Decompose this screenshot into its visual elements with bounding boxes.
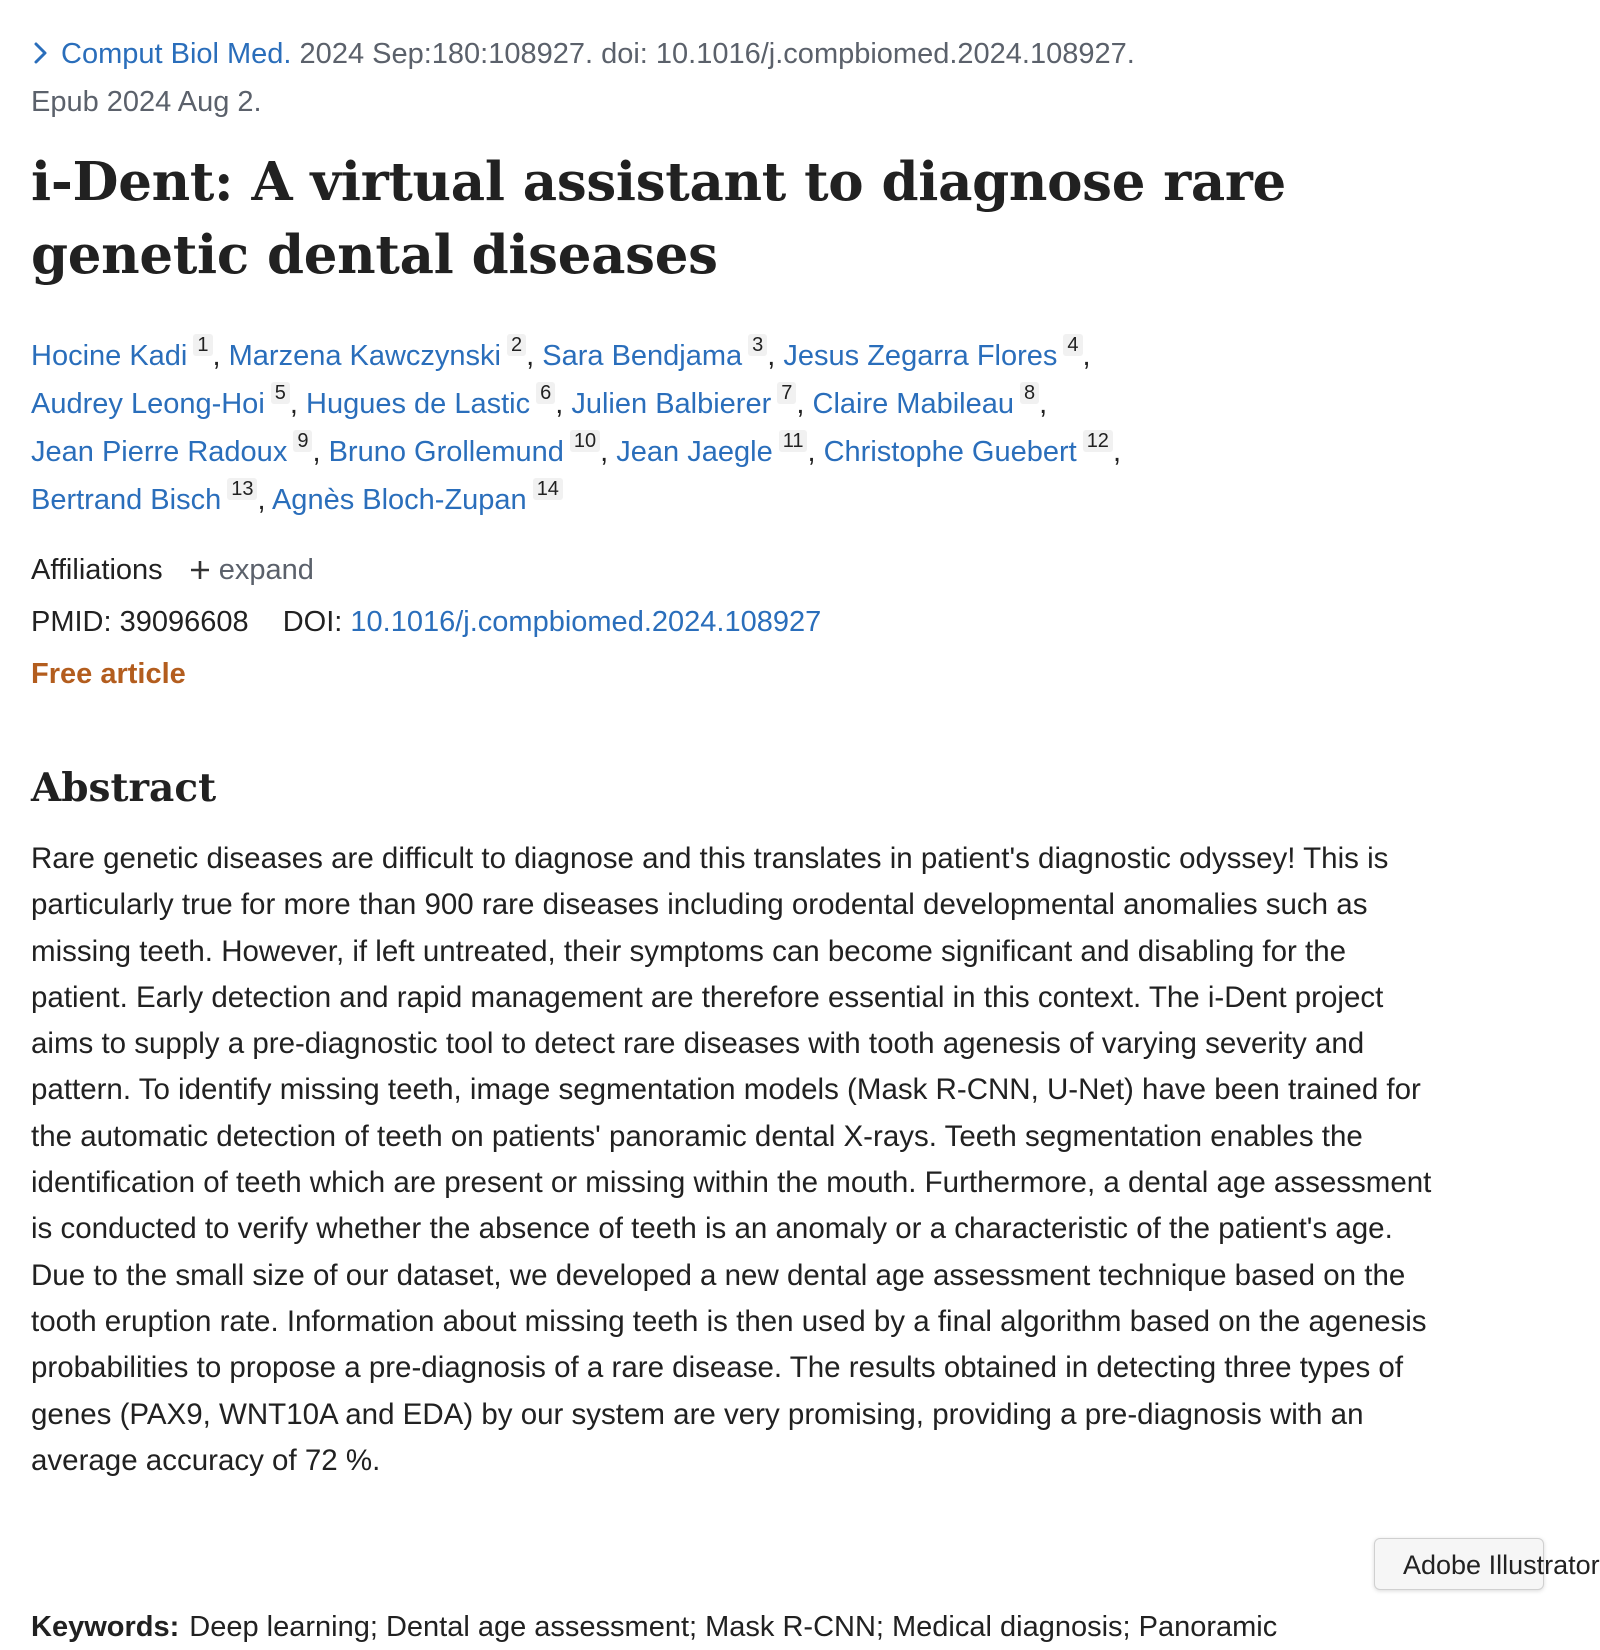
- author-link[interactable]: Claire Mabileau: [812, 388, 1014, 420]
- affiliation-number[interactable]: 8: [1020, 382, 1039, 404]
- affiliation-number[interactable]: 9: [293, 430, 312, 452]
- author-link[interactable]: Julien Balbierer: [571, 388, 772, 420]
- affiliation-number[interactable]: 7: [777, 382, 796, 404]
- affiliation-number[interactable]: 14: [533, 478, 563, 500]
- keywords-label: Keywords:: [31, 1611, 180, 1643]
- author-link[interactable]: Agnès Bloch-Zupan: [271, 484, 527, 516]
- author-link[interactable]: Jean Pierre Radoux: [31, 436, 288, 468]
- affiliation-number[interactable]: 4: [1063, 334, 1082, 356]
- article-title: i-Dent: A virtual assistant to diagnose rare genetic dental diseases: [31, 151, 1286, 286]
- epub-date: Epub 2024 Aug 2.: [31, 86, 262, 118]
- affiliation-number[interactable]: 5: [271, 382, 290, 404]
- author-link[interactable]: Jean Jaegle: [616, 436, 773, 468]
- affiliation-number[interactable]: 12: [1083, 430, 1113, 452]
- pmid-value: 39096608: [119, 606, 249, 638]
- author-link[interactable]: Sara Bendjama: [542, 340, 743, 372]
- abstract-text: Rare genetic diseases are difficult to diagnose and this translates in patient's diagnostic odyssey! This is particularly true for more than 900 rare diseases including orodental developmental anomalies such as missing teeth. However, if left untreated, their symptoms can become significant and disabling for the patient. Early detection and rapid management are therefore essential in this context. The i-Dent project aims to supply a pre-diagnostic tool to detect rare diseases with tooth agenesis of varying severity and pattern. To identify missing teeth, image segmentation models (Mask R-CNN, U-Net) have been trained for the automatic detection of teeth on patients' panoramic dental X-rays. Teeth segmentation enables the identification of teeth which are present or missing within the mouth. Furthermore, a dental age assessment is conducted to verify whether the absence of teeth is an anomaly or a characteristic of the patient's age. Due to the small size of our dataset, we developed a new dental age assessment technique based on the tooth eruption rate. Information about missing teeth is then used by a final algorithm based on the agenesis probabilities to propose a pre-diagnosis of a rare disease. The results obtained in detecting three types of genes (PAX9, WNT10A and EDA) by our system are very promising, providing a pre-diagnosis with an average accuracy of 72 %.: [31, 842, 1432, 1477]
- expand-label: expand: [218, 554, 314, 586]
- affiliation-number[interactable]: 13: [227, 478, 257, 500]
- affiliation-number[interactable]: 3: [748, 334, 767, 356]
- abstract-heading: Abstract: [31, 765, 217, 811]
- affiliation-number[interactable]: 10: [570, 430, 600, 452]
- author-link[interactable]: Bruno Grollemund: [328, 436, 564, 468]
- pmid-label: PMID:: [31, 606, 112, 638]
- doi-label: DOI:: [282, 606, 343, 638]
- doi-link[interactable]: 10.1016/j.compbiomed.2024.108927: [350, 606, 822, 638]
- adobe-app-tooltip[interactable]: Adobe Illustrator: [1374, 1538, 1544, 1590]
- author-link[interactable]: Audrey Leong-Hoi: [31, 388, 265, 420]
- keywords-row: [31, 1604, 1277, 1650]
- affiliation-number[interactable]: 11: [779, 430, 808, 452]
- affiliation-number[interactable]: 6: [536, 382, 555, 404]
- affiliations-row: [31, 546, 1471, 594]
- author-link[interactable]: Christophe Guebert: [823, 436, 1077, 468]
- author-list: Hocine Kadi $^1$ , Marzena Kawczynski $^2$ , Sara Bendjama $^3$ , Jesus Zegarra Flores $^4$ , Audrey Leong-Hoi $^5$ , Hugues de Lastic $^6$ , Julien Balbierer $^7$ , Claire Mabileau $^8$ , Jean Pierre Radoux $^9$ , Bruno Grollemund $^{10}$ , Jean Jaegle $^{11}$ , Christophe Guebert $^{12}$ , Bertrand Bisch $^{13}$ , Agnès Bloch-Zupan $^{14}$: [31, 334, 1121, 516]
- identifiers-row: [31, 598, 1471, 646]
- author-link[interactable]: Bertrand Bisch: [31, 484, 222, 516]
- author-link[interactable]: Hocine Kadi: [31, 340, 188, 372]
- author-link[interactable]: Jesus Zegarra Flores: [783, 340, 1058, 372]
- journal-link[interactable]: Comput Biol Med.: [61, 38, 292, 70]
- expand-affiliations-button[interactable]: [189, 554, 314, 586]
- chevron-right-icon[interactable]: [31, 40, 51, 66]
- citation-line: [31, 30, 1471, 126]
- citation-details: 2024 Sep:180:108927. doi: 10.1016/j.compbiomed.2024.108927.: [291, 38, 1135, 70]
- free-article-badge: Free article: [31, 658, 186, 690]
- plus-icon: [189, 559, 211, 581]
- author-link[interactable]: Marzena Kawczynski: [228, 340, 501, 372]
- affiliations-label: Affiliations: [31, 554, 163, 586]
- affiliation-number[interactable]: 1: [193, 334, 212, 356]
- author-link[interactable]: Hugues de Lastic: [306, 388, 531, 420]
- affiliation-number[interactable]: 2: [507, 334, 526, 356]
- keywords-text: Deep learning; Dental age assessment; Mask R-CNN; Medical diagnosis; Panoramic: [189, 1611, 1278, 1643]
- article-page: [31, 30, 1471, 1484]
